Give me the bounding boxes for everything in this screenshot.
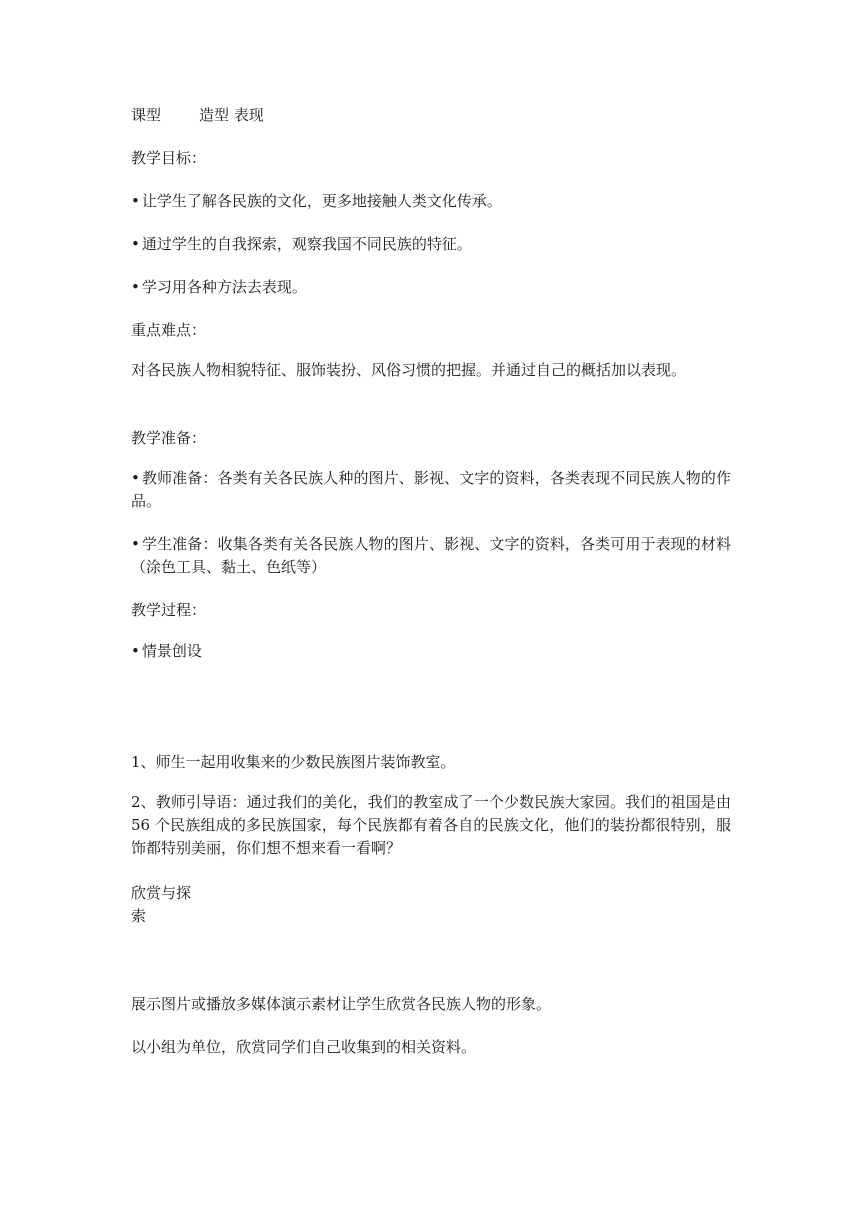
preparation-item-text: 学生准备：收集各类有关各民族人物的图片、影视、文字的资料，各类可用于表现的材料（涂色工具、黏土、色纸等） <box>131 535 731 576</box>
goal-item-text: 让学生了解各民族的文化，更多地接触人类文化传承。 <box>141 192 502 210</box>
process-item: 2、教师引导语：通过我们的美化，我们的教室成了一个少数民族大家园。我们的祖国是由 56 个民族组成的多民族国家，每个民族都有着各自的民族文化，他们的装扮都很特别，服饰都特别美丽，你们想不想来看一看啊？ <box>131 793 731 857</box>
bullet-icon: • <box>131 469 140 487</box>
bullet-icon: • <box>131 642 140 660</box>
goal-item-text: 学习用各种方法去表现。 <box>141 278 307 296</box>
bullet-icon: • <box>131 278 140 296</box>
preparation-item <box>131 467 731 513</box>
key-points-heading: 重点难点： <box>131 321 207 339</box>
process-item: 以小组为单位，欣赏同学们自己收集到的相关资料。 <box>131 1038 477 1056</box>
bullet-icon: • <box>131 535 140 553</box>
process-item: 1、师生一起用收集来的少数民族图片装饰教室。 <box>131 753 456 771</box>
goal-item <box>131 191 502 211</box>
goal-item <box>131 277 307 297</box>
goal-item <box>131 234 472 254</box>
process-item: 展示图片或播放多媒体演示素材让学生欣赏各民族人物的形象。 <box>131 995 552 1013</box>
goals-heading: 教学目标： <box>131 149 207 167</box>
section-title-appreciation: 欣赏与探索 <box>131 884 192 925</box>
process-heading: 教学过程： <box>131 601 207 619</box>
goal-item-text: 通过学生的自我探索，观察我国不同民族的特征。 <box>141 235 472 253</box>
preparation-item <box>131 533 731 579</box>
lesson-type-label: 课型 <box>131 106 162 124</box>
bullet-icon: • <box>131 235 140 253</box>
preparation-item-text: 教师准备：各类有关各民族人种的图片、影视、文字的资料，各类表现不同民族人物的作品。 <box>131 469 731 510</box>
section-title-scenario <box>131 640 207 663</box>
lesson-type-row <box>131 105 264 125</box>
key-points-text: 对各民族人物相貌特征、服饰装扮、风俗习惯的把握。并通过自己的概括加以表现。 <box>131 361 687 379</box>
section-title-text: 情景创设 <box>141 642 202 660</box>
bullet-icon: • <box>131 192 140 210</box>
lesson-type-value: 造型 表现 <box>199 106 264 124</box>
preparation-heading: 教学准备： <box>131 429 207 447</box>
